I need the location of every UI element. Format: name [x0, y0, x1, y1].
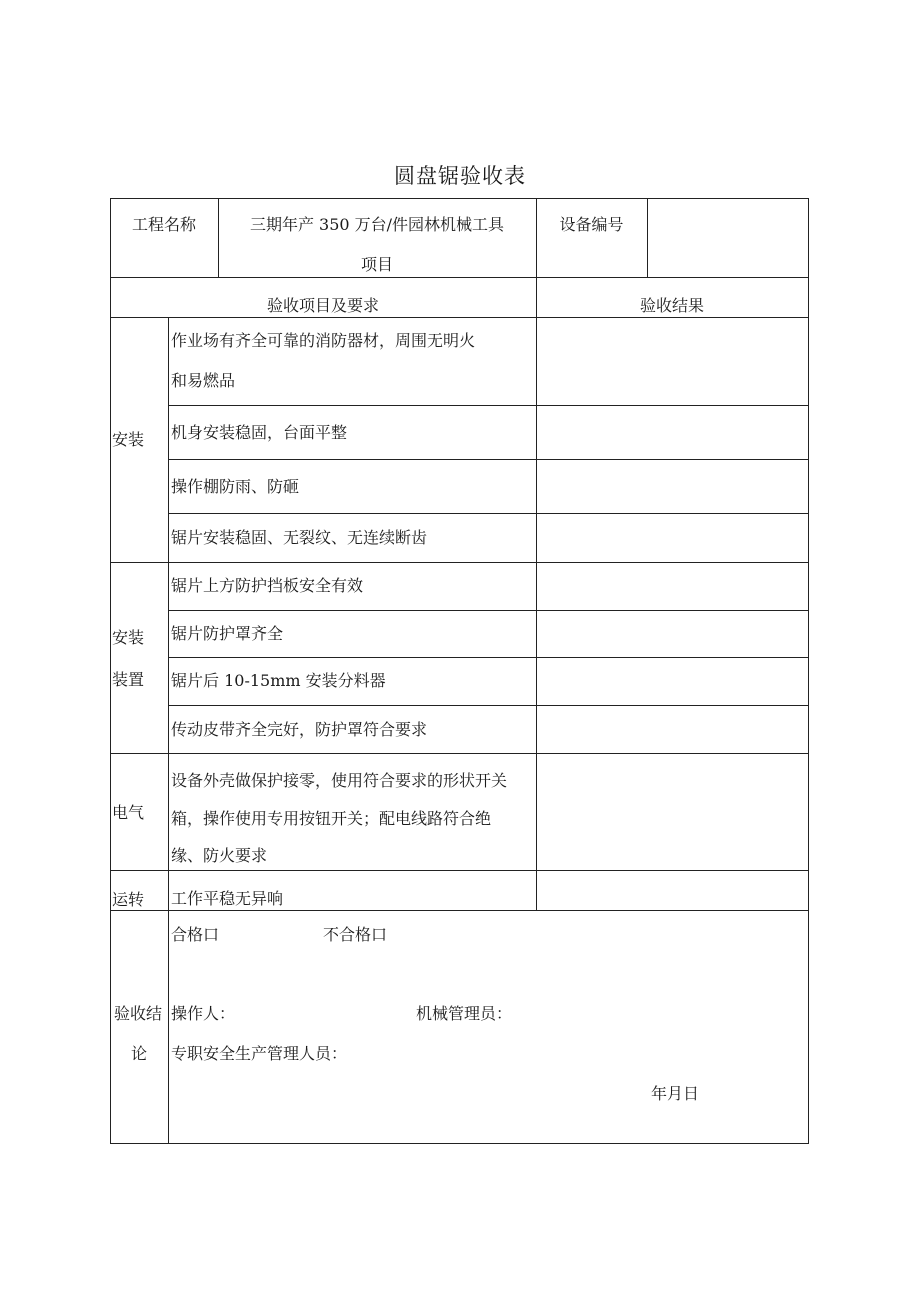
item-fire-equipment: 作业场有齐全可靠的消防器材，周围无明火 — [171, 331, 476, 350]
item-riving-knife: 锯片后 10-15mm 安装分料器 — [171, 671, 386, 690]
row-divider — [168, 610, 809, 611]
equipment-no-label: 设备编号 — [559, 215, 624, 234]
item-upper-guard: 锯片上方防护挡板安全有效 — [171, 576, 364, 595]
item-run-smooth: 工作平稳无异响 — [171, 889, 284, 908]
row-divider — [110, 753, 809, 754]
item-shed: 操作棚防雨、防砸 — [171, 477, 300, 496]
item-blade-cover: 锯片防护罩齐全 — [171, 624, 284, 643]
result-column-header: 验收结果 — [639, 296, 704, 315]
pass-checkbox[interactable]: 合格口 — [171, 925, 220, 944]
border-top — [110, 198, 809, 199]
project-name-value-cont: 项目 — [360, 255, 393, 274]
section-label-electric: 电气 — [112, 803, 145, 822]
border-bottom — [110, 1143, 809, 1144]
section-label-conclusion-cont: 论 — [130, 1044, 147, 1063]
border-right — [808, 198, 809, 1144]
row-divider — [168, 513, 809, 514]
safety-manager-signature: 专职安全生产管理人员： — [171, 1044, 348, 1063]
item-electric-cont2: 缘、防火要求 — [171, 846, 268, 865]
row-divider — [168, 657, 809, 658]
date-field: 年月日 — [651, 1084, 700, 1103]
project-name-value: 三期年产 350 万台/件园林机械工具 — [249, 215, 505, 234]
inspection-table — [110, 198, 809, 1144]
item-body-stable: 机身安装稳固，台面平整 — [171, 423, 348, 442]
item-electric: 设备外壳做保护接零，使用符合要求的形状开关 — [171, 771, 508, 790]
item-electric-cont: 箱，操作使用专用按钮开关；配电线路符合绝 — [171, 809, 492, 828]
row-divider — [168, 405, 809, 406]
row-divider — [168, 459, 809, 460]
item-fire-equipment-cont: 和易燃品 — [171, 371, 236, 390]
col-divider — [536, 277, 537, 911]
section-label-install: 安装 — [112, 430, 145, 449]
fail-checkbox[interactable]: 不合格口 — [323, 925, 388, 944]
item-blade-install: 锯片安装稳固、无裂纹、无连续断齿 — [171, 528, 428, 547]
operator-signature: 操作人： — [171, 1004, 236, 1023]
project-name-label: 工程名称 — [131, 215, 196, 234]
col-divider — [647, 198, 648, 278]
section-label-guard: 安装 — [112, 628, 145, 647]
col-divider — [168, 317, 169, 1144]
items-column-header: 验收项目及要求 — [266, 296, 379, 315]
machine-manager-signature: 机械管理员： — [416, 1004, 513, 1023]
border-left — [110, 198, 111, 1144]
form-title: 圆盘锯验收表 — [394, 164, 526, 188]
section-label-conclusion: 验收结 — [114, 1004, 163, 1023]
row-divider — [168, 705, 809, 706]
section-label-run: 运转 — [112, 890, 145, 909]
item-belt-guard: 传动皮带齐全完好，防护罩符合要求 — [171, 720, 428, 739]
section-label-guard-cont: 装置 — [112, 670, 145, 689]
row-divider — [110, 562, 809, 563]
